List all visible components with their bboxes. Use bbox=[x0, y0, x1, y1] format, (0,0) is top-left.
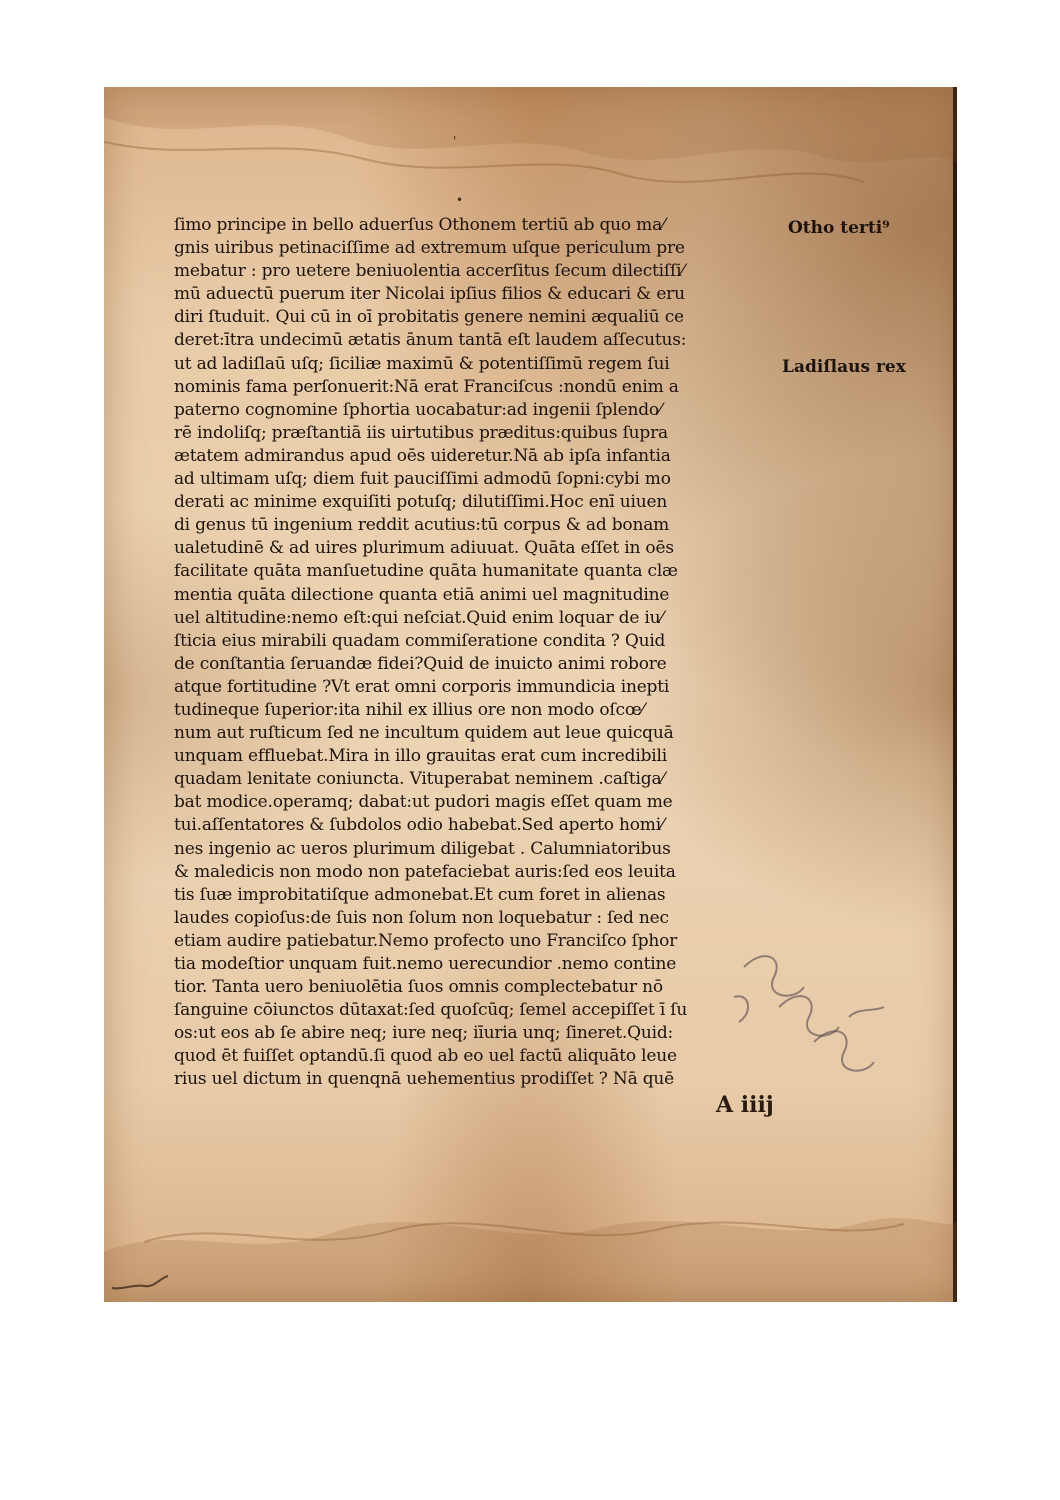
text-line: gnis uiribus petinaciſſime ad extremum uſque periculum pre bbox=[174, 238, 685, 259]
text-line: ualetudinē & ad uires plurimum adiuuat. Quāta eſſet in oēs bbox=[174, 538, 674, 559]
printer-mark: ' bbox=[453, 134, 457, 148]
ink-scribble bbox=[110, 1270, 170, 1294]
text-line: quadam lenitate coniuncta. Vituperabat neminem .caſtiga⁄ bbox=[174, 769, 665, 790]
text-line: ſimo principe in bello aduerſus Othonem tertiū ab quo ma⁄ bbox=[174, 215, 665, 235]
printer-mark: • bbox=[456, 193, 464, 207]
text-line: mū aduectū puerum iter Nicolai ipſius filios & educari & eru bbox=[174, 284, 685, 305]
text-line: rē indoliſq; præſtantiā iis uirtutibus præditus:quibus ſupra bbox=[174, 422, 668, 443]
text-line: diri ſtuduit. Qui cū in oī probitatis genere nemini æqualiū ce bbox=[174, 307, 684, 328]
signature-mark: A iiij bbox=[716, 1092, 774, 1118]
text-line: & maledicis non modo non patefaciebat auris:ſed eos leuita bbox=[174, 861, 676, 882]
text-line: mebatur : pro uetere beniuolentia accerſitus ſecum dilectiſſi⁄ bbox=[174, 261, 684, 282]
text-line: unquam effluebat.Mira in illo grauitas erat cum incredibili bbox=[174, 746, 667, 767]
text-line: ut ad ladiſlaū uſq; ſiciliæ maximū & potentiſſimū regem ſui bbox=[174, 353, 670, 374]
margin-note-ladislaus: Ladiſlaus rex bbox=[782, 357, 906, 377]
water-stain-top bbox=[104, 87, 957, 207]
library-stamp bbox=[724, 937, 904, 1107]
text-line: tui.aſſentatores & ſubdolos odio habebat.Sed aperto homi⁄ bbox=[174, 815, 664, 836]
text-line: uel altitudine:nemo eſt:qui neſciat.Quid enim loquar de iu⁄ bbox=[174, 607, 664, 628]
page-edge bbox=[953, 87, 957, 1302]
text-line: ætatem admirandus apud oēs uideretur.Nā ab ipſa infantia bbox=[174, 445, 671, 466]
text-line: tia modeſtior unquam fuit.nemo uerecundior .nemo contine bbox=[174, 954, 677, 974]
text-line: laudes copioſus:de ſuis non ſolum non loquebatur : ſed nec bbox=[174, 907, 669, 928]
book-page bbox=[104, 87, 957, 1302]
text-line: ſanguine cōiunctos dūtaxat:ſed quoſcūq; ſemel accepiſſet ī ſu bbox=[174, 1000, 688, 1021]
text-line: rius uel dictum in quenqnā uehementius prodiſſet ? Nā quē bbox=[174, 1069, 674, 1090]
text-line: ſticia eius mirabili quadam commiſeratione condita ? Quid bbox=[174, 630, 666, 651]
text-line: tis ſuæ improbitatiſque admonebat.Et cum foret in alienas bbox=[174, 884, 666, 905]
text-line: derati ac minime exquiſiti potuſq; dilutiſſimi.Hoc enī uiuen bbox=[174, 492, 668, 513]
margin-note-otho: Otho terti⁹ bbox=[788, 218, 890, 238]
text-line: etiam audire patiebatur.Nemo profecto uno Franciſco ſphor bbox=[174, 930, 678, 951]
text-line: num aut ruſticum ſed ne incultum quidem aut leue quicquā bbox=[174, 723, 674, 744]
text-line: tior. Tanta uero beniuolētia ſuos omnis complectebatur nō bbox=[174, 977, 663, 998]
text-line: de conſtantia ſeruandæ fidei?Quid de inuicto animi robore bbox=[174, 653, 667, 674]
main-text-column bbox=[174, 214, 784, 1092]
text-line: mentia quāta dilectione quanta etiā animi uel magnitudine bbox=[174, 584, 670, 605]
text-line: tudineque ſuperior:ita nihil ex illius ore non modo oſcœ⁄ bbox=[174, 699, 645, 720]
text-line: deret:ītra undecimū ætatis ānum tantā eſt laudem aſſecutus: bbox=[174, 330, 687, 351]
water-stain-bottom bbox=[104, 1182, 957, 1302]
text-line: facilitate quāta manſuetudine quāta humanitate quanta clæ bbox=[174, 561, 678, 582]
text-line: quod ēt fuiſſet optandū.ſi quod ab eo uel factū aliquāto leue bbox=[174, 1046, 677, 1067]
text-line: paterno cognomine ſphortia uocabatur:ad ingenii ſplendo⁄ bbox=[174, 399, 662, 420]
text-line: di genus tū ingenium reddit acutius:tū corpus & ad bonam bbox=[174, 515, 670, 536]
text-line: os:ut eos ab ſe abire neq; iure neq; iīuria unq; ſineret.Quid: bbox=[174, 1023, 674, 1044]
text-line: bat modice.operamq; dabat:ut pudori magis eſſet quam me bbox=[174, 792, 673, 813]
text-line: ad ultimam uſq; diem fuit pauciſſimi admodū ſopni:cybi mo bbox=[174, 469, 671, 490]
text-line: nes ingenio ac ueros plurimum diligebat . Calumniatoribus bbox=[174, 838, 671, 859]
text-line: atque fortitudine ?Vt erat omni corporis immundicia inepti bbox=[174, 676, 670, 697]
text-line: nominis fama perſonuerit:Nā erat Franciſcus :nondū enim a bbox=[174, 376, 679, 397]
